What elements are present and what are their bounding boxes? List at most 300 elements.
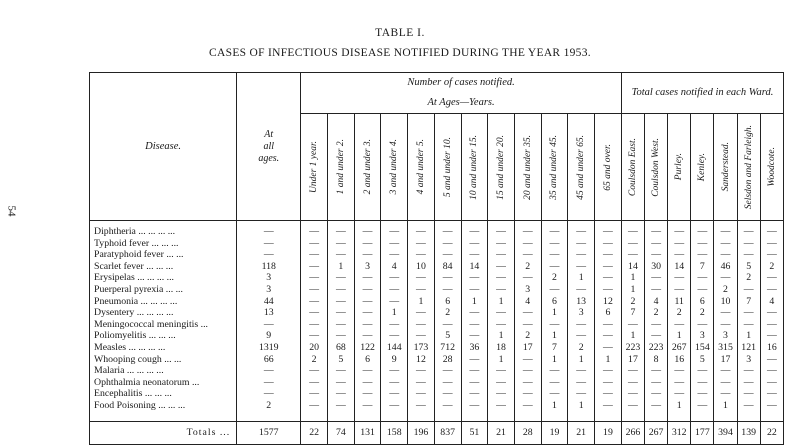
age-cell: 2 <box>301 354 328 366</box>
age-cell: — <box>408 365 435 377</box>
all-ages-cell: 3 <box>237 272 301 284</box>
age-cell: 6 <box>541 296 568 308</box>
ward-cell: 2 <box>621 296 644 308</box>
all-ages-cell: 44 <box>237 296 301 308</box>
ward-cell: 3 <box>714 330 737 342</box>
age-cell: — <box>301 307 328 319</box>
all-ages-cell: — <box>237 365 301 377</box>
ward-column-header-label: Woodcote. <box>766 147 777 187</box>
age-cell: — <box>301 261 328 273</box>
ward-column-header <box>691 114 714 221</box>
age-cell: — <box>488 249 515 261</box>
age-cell: — <box>595 330 622 342</box>
age-cell: — <box>541 249 568 261</box>
age-cell: — <box>514 354 541 366</box>
spacer-cell <box>714 412 737 422</box>
age-cell: — <box>595 377 622 389</box>
age-cell: — <box>461 330 488 342</box>
ward-cell: 121 <box>737 342 760 354</box>
age-cell: — <box>381 272 408 284</box>
age-cell: — <box>568 284 595 296</box>
ward-cell: — <box>714 272 737 284</box>
age-cell: — <box>408 221 435 238</box>
page-number: 54 <box>5 205 18 217</box>
age-cell: — <box>301 221 328 238</box>
age-cell: — <box>595 238 622 250</box>
disease-name: Paratyphoid fever ... ... <box>90 249 237 261</box>
disease-name: Food Poisoning ... ... ... <box>90 400 237 412</box>
age-cell: — <box>568 330 595 342</box>
ward-column-header-label: Coulsdon West. <box>651 137 662 197</box>
ward-cell: — <box>645 388 668 400</box>
age-cell: — <box>301 377 328 389</box>
table-row <box>90 296 784 308</box>
age-column-header-label: 45 and under 65. <box>576 134 587 200</box>
age-column-header <box>461 114 488 221</box>
age-cell: 1 <box>568 272 595 284</box>
table-row <box>90 342 784 354</box>
ward-cell: — <box>737 307 760 319</box>
age-cell: 20 <box>301 342 328 354</box>
disease-name: Malaria ... ... ... ... <box>90 365 237 377</box>
ward-cell: 154 <box>691 342 714 354</box>
totals-age-cell: 19 <box>595 421 622 444</box>
ward-cell: — <box>760 354 783 366</box>
age-cell: — <box>354 249 381 261</box>
age-cell: 3 <box>354 261 381 273</box>
age-cell: — <box>461 388 488 400</box>
disease-name: Scarlet fever ... ... ... <box>90 261 237 273</box>
ward-cell: — <box>714 319 737 331</box>
age-cell: — <box>408 330 435 342</box>
age-cell: — <box>514 377 541 389</box>
ward-cell: 2 <box>714 284 737 296</box>
table-row <box>90 272 784 284</box>
ward-cell: — <box>621 249 644 261</box>
spacer-cell <box>488 412 515 422</box>
spacer-cell <box>237 412 301 422</box>
ward-cell: 223 <box>645 342 668 354</box>
ward-cell: 1 <box>621 272 644 284</box>
age-cell: — <box>595 319 622 331</box>
disease-name: Dysentery ... ... ... ... <box>90 307 237 319</box>
disease-name: Pneumonia ... ... ... ... <box>90 296 237 308</box>
all-ages-cell: 9 <box>237 330 301 342</box>
age-cell: — <box>568 319 595 331</box>
age-cell: — <box>514 221 541 238</box>
age-cell: 1 <box>488 354 515 366</box>
age-column-header-label: 3 and under 4. <box>389 139 400 195</box>
age-cell: — <box>408 377 435 389</box>
age-cell: — <box>381 238 408 250</box>
ward-cell: 14 <box>668 261 691 273</box>
ward-cell: 6 <box>691 296 714 308</box>
table-row <box>90 261 784 273</box>
ward-cell: — <box>645 330 668 342</box>
ward-cell: — <box>760 400 783 412</box>
ward-cell: — <box>737 319 760 331</box>
all-ages-cell: 1319 <box>237 342 301 354</box>
disease-name: Poliomyelitis ... ... ... <box>90 330 237 342</box>
ward-cell: 7 <box>691 261 714 273</box>
age-cell: — <box>488 284 515 296</box>
ward-cell: 315 <box>714 342 737 354</box>
age-column-header-label: 10 and under 15. <box>469 134 480 200</box>
table-row <box>90 238 784 250</box>
ward-column-header <box>645 114 668 221</box>
age-column-header-label: 35 and under 45. <box>549 134 560 200</box>
age-cell: 1 <box>381 307 408 319</box>
disease-header: Disease. <box>90 73 237 221</box>
age-column-header <box>434 114 461 221</box>
age-cell: — <box>301 319 328 331</box>
age-column-header-label: 20 and under 35. <box>522 134 533 200</box>
age-cell: — <box>327 400 354 412</box>
age-cell: — <box>354 296 381 308</box>
age-cell: — <box>381 284 408 296</box>
totals-age-cell: 837 <box>434 421 461 444</box>
age-cell: — <box>381 296 408 308</box>
age-cell: 10 <box>408 261 435 273</box>
spacer-cell <box>568 412 595 422</box>
spacer-cell <box>301 412 328 422</box>
table-row <box>90 284 784 296</box>
ward-cell: — <box>737 400 760 412</box>
totals-age-cell: 28 <box>514 421 541 444</box>
disease-name: Whooping cough ... ... <box>90 354 237 366</box>
age-cell: 13 <box>568 296 595 308</box>
ward-cell: 1 <box>621 284 644 296</box>
ward-cell: — <box>691 319 714 331</box>
ward-cell: — <box>668 365 691 377</box>
age-cell: — <box>301 284 328 296</box>
all-ages-header-line: At <box>264 128 274 140</box>
totals-label: Totals ... <box>90 421 237 444</box>
age-cell: 12 <box>408 354 435 366</box>
table-subtitle: CASES OF INFECTIOUS DISEASE NOTIFIED DURING THE YEAR 1953. <box>209 47 591 59</box>
ward-cell: — <box>737 249 760 261</box>
age-cell: — <box>595 261 622 273</box>
age-column-header <box>354 114 381 221</box>
age-cell: — <box>408 238 435 250</box>
ward-cell: — <box>645 221 668 238</box>
age-cell: — <box>461 238 488 250</box>
age-cell: 1 <box>568 400 595 412</box>
all-ages-cell: — <box>237 377 301 389</box>
age-cell: — <box>541 238 568 250</box>
spacer-cell <box>668 412 691 422</box>
ward-column-header <box>714 114 737 221</box>
ward-cell: — <box>737 284 760 296</box>
age-cell: 36 <box>461 342 488 354</box>
age-cell: — <box>434 249 461 261</box>
age-column-header-label: 65 and over. <box>602 143 613 191</box>
age-cell: — <box>434 377 461 389</box>
all-ages-cell: 66 <box>237 354 301 366</box>
ward-cell: — <box>760 272 783 284</box>
ward-column-header-label: Selsdon and Farleigh. <box>743 124 754 210</box>
age-cell: 5 <box>434 330 461 342</box>
ward-cell: 3 <box>691 330 714 342</box>
age-cell: — <box>354 330 381 342</box>
table-title: TABLE I. <box>375 27 425 39</box>
age-cell: 3 <box>568 307 595 319</box>
disease-name: Measles ... ... ... ... <box>90 342 237 354</box>
spacer-row <box>90 412 784 422</box>
totals-age-cell: 196 <box>408 421 435 444</box>
age-column-header <box>327 114 354 221</box>
totals-age-cell: 74 <box>327 421 354 444</box>
age-cell: — <box>301 400 328 412</box>
spacer-cell <box>90 412 237 422</box>
age-cell: — <box>488 272 515 284</box>
age-cell: — <box>568 388 595 400</box>
age-cell: 28 <box>434 354 461 366</box>
ward-cell: — <box>714 377 737 389</box>
age-cell: 173 <box>408 342 435 354</box>
totals-age-cell: 131 <box>354 421 381 444</box>
ward-cell: — <box>760 319 783 331</box>
age-cell: — <box>434 388 461 400</box>
table-row <box>90 330 784 342</box>
age-cell: — <box>595 272 622 284</box>
age-cell: — <box>301 249 328 261</box>
ward-cell: 3 <box>737 354 760 366</box>
ward-cell: — <box>645 365 668 377</box>
age-cell: 122 <box>354 342 381 354</box>
age-cell: — <box>408 249 435 261</box>
ward-cell: — <box>760 284 783 296</box>
disease-name: Meningococcal meningitis ... <box>90 319 237 331</box>
ward-cell: — <box>760 365 783 377</box>
age-cell: — <box>434 284 461 296</box>
all-ages-header-line: all <box>263 140 275 152</box>
spacer-cell <box>760 412 783 422</box>
totals-row <box>90 421 784 444</box>
age-cell: — <box>461 400 488 412</box>
age-cell: 2 <box>514 330 541 342</box>
age-cell: — <box>434 221 461 238</box>
age-cell: — <box>327 249 354 261</box>
all-ages-cell: 3 <box>237 284 301 296</box>
disease-name: Ophthalmia neonatorum ... <box>90 377 237 389</box>
age-cell: 712 <box>434 342 461 354</box>
age-cell: — <box>514 365 541 377</box>
age-cell: — <box>354 284 381 296</box>
spacer-cell <box>595 412 622 422</box>
ward-cell: — <box>645 272 668 284</box>
age-cell: — <box>568 365 595 377</box>
age-cell: — <box>541 284 568 296</box>
spacer-cell <box>691 412 714 422</box>
ward-cell: — <box>668 319 691 331</box>
age-cell: — <box>408 400 435 412</box>
all-ages-cell: — <box>237 221 301 238</box>
totals-age-cell: 19 <box>541 421 568 444</box>
age-cell: — <box>327 388 354 400</box>
ward-cell: — <box>645 319 668 331</box>
ward-column-header <box>668 114 691 221</box>
ward-cell: — <box>668 388 691 400</box>
ward-cell: 267 <box>668 342 691 354</box>
ward-cell: 30 <box>645 261 668 273</box>
age-cell: 1 <box>488 330 515 342</box>
age-cell: 1 <box>327 261 354 273</box>
age-cell: — <box>461 284 488 296</box>
age-cell: — <box>301 388 328 400</box>
ward-cell: — <box>645 238 668 250</box>
age-cell: — <box>381 377 408 389</box>
ward-cell: 7 <box>621 307 644 319</box>
all-ages-header-line: ages. <box>258 152 280 164</box>
age-cell: — <box>434 238 461 250</box>
age-cell: — <box>488 238 515 250</box>
spacer-cell <box>737 412 760 422</box>
disease-name: Encephalitis ... ... ... <box>90 388 237 400</box>
ward-column-header <box>621 114 644 221</box>
ward-cell: — <box>760 388 783 400</box>
age-cell: — <box>301 272 328 284</box>
age-cell: 84 <box>434 261 461 273</box>
all-ages-header <box>237 73 301 221</box>
ward-cell: — <box>760 377 783 389</box>
age-cell: — <box>541 388 568 400</box>
age-cell: 1 <box>541 400 568 412</box>
ward-cell: 1 <box>668 330 691 342</box>
disease-name: Diphtheria ... ... ... ... <box>90 221 237 238</box>
spacer-cell <box>408 412 435 422</box>
all-ages-cell: 2 <box>237 400 301 412</box>
ward-cell: — <box>737 221 760 238</box>
ward-cell: 4 <box>645 296 668 308</box>
age-cell: — <box>461 249 488 261</box>
totals-ward-cell: 267 <box>645 421 668 444</box>
spacer-cell <box>621 412 644 422</box>
age-column-header <box>488 114 515 221</box>
age-cell: — <box>381 400 408 412</box>
ward-cell: 7 <box>737 296 760 308</box>
ward-cell: 4 <box>760 296 783 308</box>
ward-cell: 1 <box>621 330 644 342</box>
table-row <box>90 365 784 377</box>
age-cell: 14 <box>461 261 488 273</box>
age-cell: — <box>327 377 354 389</box>
age-cell: — <box>488 307 515 319</box>
age-cell: 1 <box>541 354 568 366</box>
spacer-cell <box>514 412 541 422</box>
ward-cell: 10 <box>714 296 737 308</box>
age-cell: — <box>434 400 461 412</box>
age-cell: — <box>327 238 354 250</box>
ward-column-header-label: Kenley. <box>697 152 708 182</box>
age-cell: 1 <box>488 296 515 308</box>
age-cell: — <box>595 365 622 377</box>
ward-cell: 1 <box>714 400 737 412</box>
age-column-header-label: 1 and under 2. <box>335 139 346 195</box>
age-cell: — <box>354 272 381 284</box>
age-cell: 2 <box>568 342 595 354</box>
spacer-cell <box>434 412 461 422</box>
ward-cell: — <box>691 238 714 250</box>
age-cell: — <box>354 319 381 331</box>
age-cell: — <box>434 272 461 284</box>
spacer-cell <box>541 412 568 422</box>
age-cell: — <box>301 330 328 342</box>
ward-cell: — <box>714 365 737 377</box>
all-ages-cell: — <box>237 319 301 331</box>
totals-age-cell: 21 <box>568 421 595 444</box>
age-cell: — <box>327 365 354 377</box>
totals-age-cell: 51 <box>461 421 488 444</box>
ward-cell: — <box>645 377 668 389</box>
ward-group-header-line: Total cases notified in each Ward. <box>631 87 774 98</box>
age-column-header <box>381 114 408 221</box>
totals-ward-cell: 266 <box>621 421 644 444</box>
ward-cell: 223 <box>621 342 644 354</box>
age-cell: — <box>327 296 354 308</box>
age-cell: — <box>595 249 622 261</box>
age-cell: 7 <box>541 342 568 354</box>
all-ages-cell: 13 <box>237 307 301 319</box>
age-cell: 1 <box>541 330 568 342</box>
disease-name: Puerperal pyrexia ... ... <box>90 284 237 296</box>
ward-cell: — <box>691 388 714 400</box>
ward-cell: — <box>621 238 644 250</box>
ward-group-header <box>621 73 783 114</box>
table-row <box>90 307 784 319</box>
age-cell: 9 <box>381 354 408 366</box>
table-row <box>90 400 784 412</box>
age-cell: — <box>354 388 381 400</box>
age-cell: 2 <box>434 307 461 319</box>
ward-cell: — <box>737 377 760 389</box>
ward-cell: 5 <box>691 354 714 366</box>
ward-cell: — <box>668 238 691 250</box>
age-cell: — <box>541 319 568 331</box>
age-group-header <box>301 73 622 114</box>
ward-cell: 1 <box>737 330 760 342</box>
table-row <box>90 377 784 389</box>
age-cell: 1 <box>595 354 622 366</box>
ward-cell: — <box>760 330 783 342</box>
disease-name: Erysipelas ... ... ... ... <box>90 272 237 284</box>
ward-cell: — <box>714 307 737 319</box>
totals-age-cell: 22 <box>301 421 328 444</box>
ward-cell: — <box>621 377 644 389</box>
age-cell: — <box>381 221 408 238</box>
age-cell: — <box>595 342 622 354</box>
ward-cell: 1 <box>668 400 691 412</box>
ward-cell: 14 <box>621 261 644 273</box>
age-cell: — <box>354 238 381 250</box>
ward-cell: — <box>691 365 714 377</box>
age-cell: 2 <box>541 272 568 284</box>
age-cell: — <box>595 400 622 412</box>
age-cell: — <box>541 221 568 238</box>
ward-cell: — <box>645 400 668 412</box>
age-cell: — <box>488 221 515 238</box>
age-cell: — <box>461 319 488 331</box>
age-cell: 17 <box>514 342 541 354</box>
ward-column-header-label: Coulsdon East. <box>627 137 638 197</box>
ward-cell: 11 <box>668 296 691 308</box>
all-ages-cell: — <box>237 388 301 400</box>
age-cell: — <box>595 221 622 238</box>
all-ages-cell: — <box>237 238 301 250</box>
age-cell: — <box>381 249 408 261</box>
ward-cell: — <box>714 249 737 261</box>
age-cell: — <box>461 307 488 319</box>
